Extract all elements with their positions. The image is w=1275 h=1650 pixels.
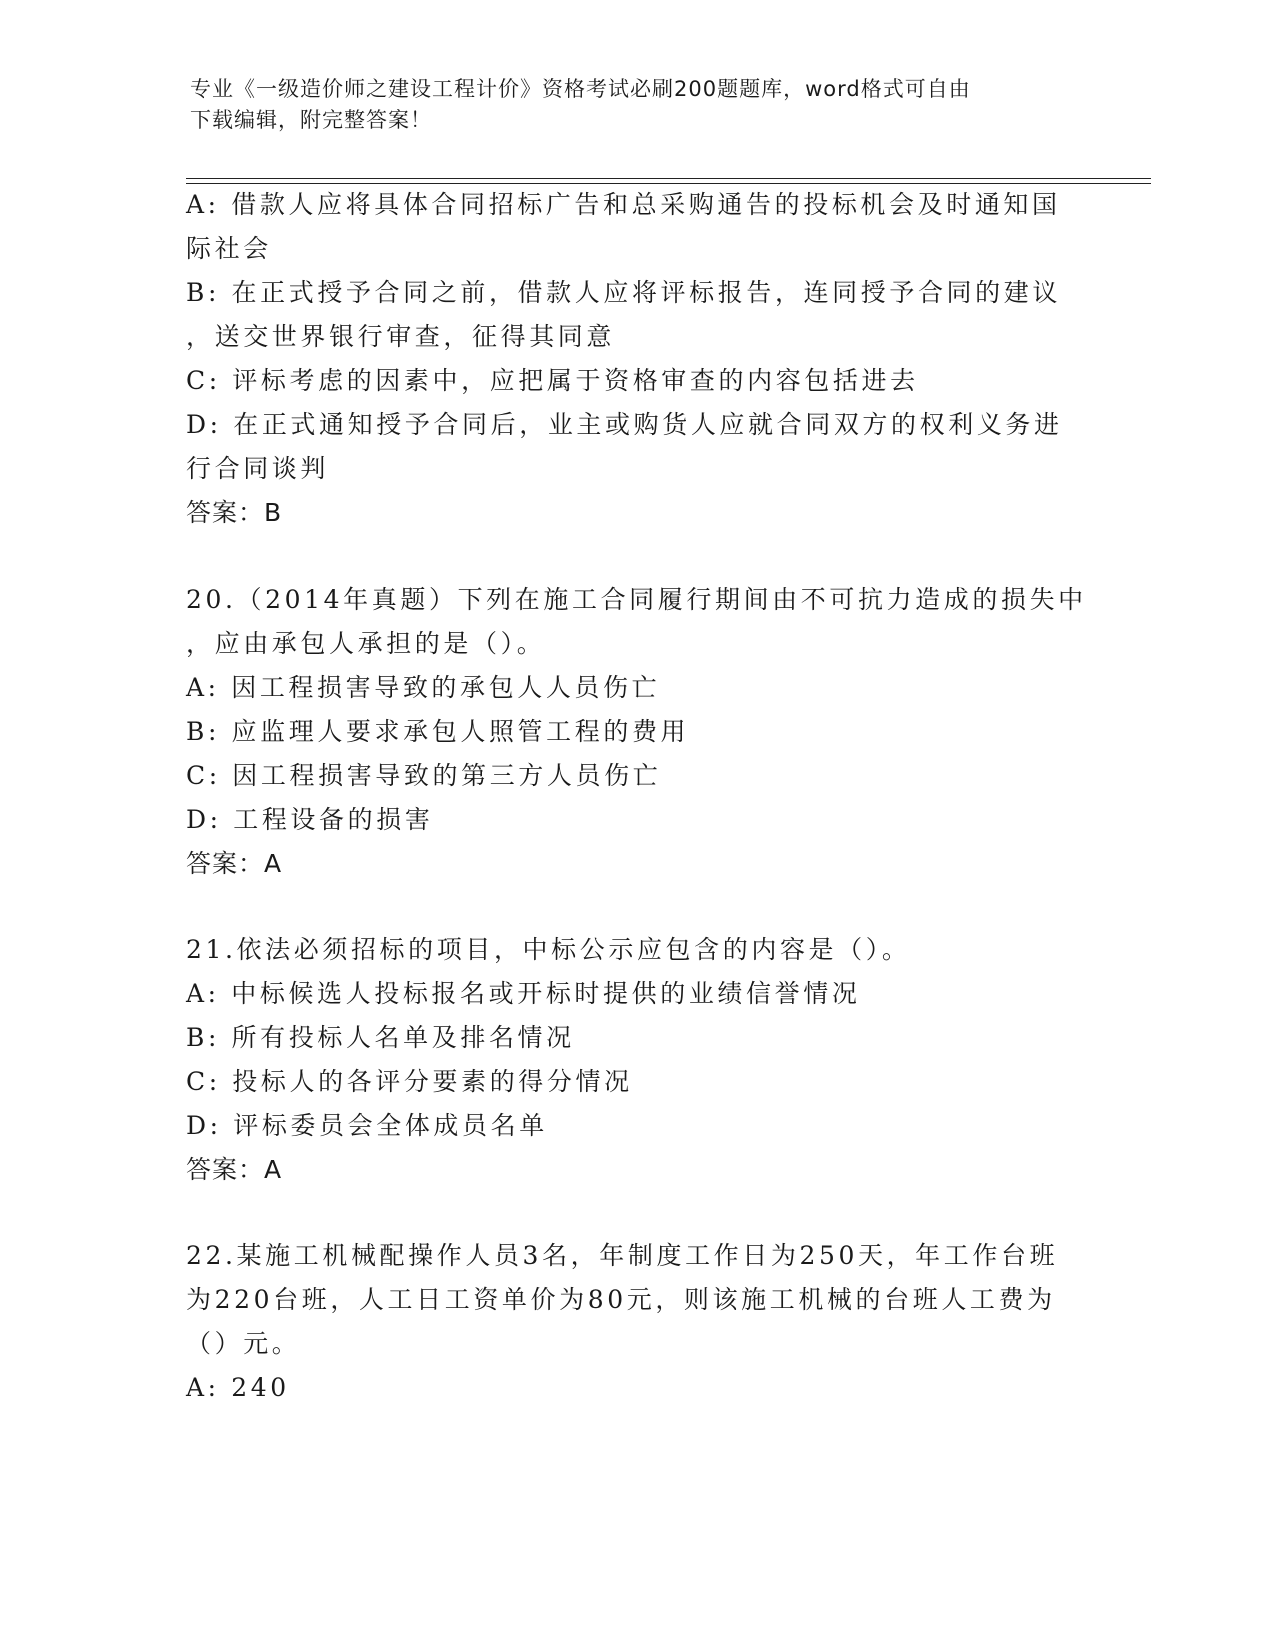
q19-option-d-line-1: D: 在正式通知授予合同后，业主或购货人应就合同双方的权利义务进: [186, 410, 1063, 439]
q21-stem: 21.依法必须招标的项目，中标公示应包含的内容是（）。: [186, 935, 911, 964]
header-divider-bottom: [186, 183, 1151, 184]
q21-option-b: B: 所有投标人名单及排名情况: [186, 1023, 575, 1052]
header-divider-top: [186, 178, 1151, 179]
header-line-1: 专业《一级造价师之建设工程计价》资格考试必刷200题题库，word格式可自由: [190, 77, 971, 101]
q22-option-a: A: 240: [186, 1373, 290, 1402]
q20-option-d: D: 工程设备的损害: [186, 805, 434, 834]
q20-option-a: A: 因工程损害导致的承包人人员伤亡: [186, 673, 661, 702]
q20-stem-line-1: 20.（2014年真题）下列在施工合同履行期间由不可抗力造成的损失中: [186, 585, 1087, 614]
header-line-2: 下载编辑，附完整答案！: [190, 108, 432, 132]
q21-option-a: A: 中标候选人投标报名或开标时提供的业绩信誉情况: [186, 979, 861, 1008]
q20-answer: 答案：A: [186, 849, 283, 878]
q20-option-b: B: 应监理人要求承包人照管工程的费用: [186, 717, 690, 746]
q19-option-b-line-1: B: 在正式授予合同之前，借款人应将评标报告，连同授予合同的建议: [186, 278, 1061, 307]
q21-option-c: C: 投标人的各评分要素的得分情况: [186, 1067, 633, 1096]
q21-answer: 答案：A: [186, 1155, 283, 1184]
document-header: [190, 74, 1090, 136]
q22-stem-line-3: （）元。: [186, 1329, 301, 1358]
q22-stem-line-2: 为220台班，人工日工资单价为80元，则该施工机械的台班人工费为: [186, 1285, 1056, 1314]
q20-stem-line-2: ，应由承包人承担的是（）。: [186, 629, 546, 658]
q19-option-a-line-1: A: 借款人应将具体合同招标广告和总采购通告的投标机会及时通知国: [186, 190, 1061, 219]
q19-option-a-line-2: 际社会: [186, 234, 272, 263]
q19-option-d-line-2: 行合同谈判: [186, 454, 330, 483]
q21-option-d: D: 评标委员会全体成员名单: [186, 1111, 548, 1140]
q20-option-c: C: 因工程损害导致的第三方人员伤亡: [186, 761, 662, 790]
q22-stem-line-1: 22.某施工机械配操作人员3名，年制度工作日为250天，年工作台班: [186, 1241, 1059, 1270]
q19-option-c: C: 评标考虑的因素中，应把属于资格审查的内容包括进去: [186, 366, 919, 395]
q19-option-b-line-2: ，送交世界银行审查，征得其同意: [186, 322, 616, 351]
q19-answer: 答案：B: [186, 498, 283, 527]
